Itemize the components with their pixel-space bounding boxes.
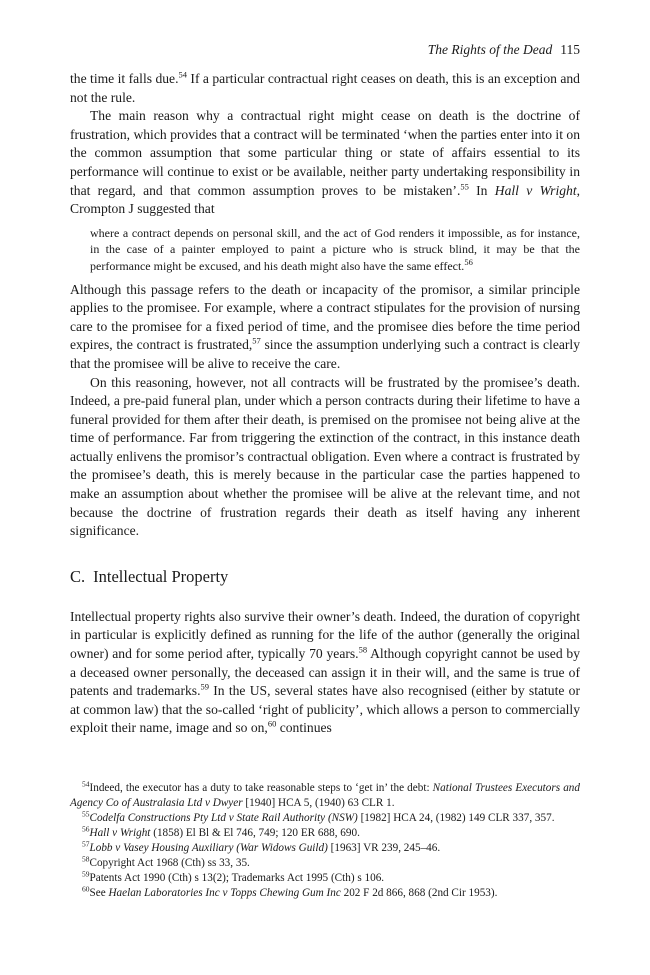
paragraph-5: Intellectual property rights also survive their owner’s death. Indeed, the duration of copyright in particular is explicitly defined as running for the life of the author (generally the original owner) and for some period after, typically 70 years.$^{58}$ Although copyright cannot be used by a deceased owner personally, the deceased can assign it in their will, and the same is true of patents and trademarks.$^{59}$ In the US, several states have also recognised (either by statute or at common law) that the so-called ‘right of publicity’, which allows a person to commercially exploit their name, image and so on,$^{60}$ continues bbox=[70, 608, 581, 736]
footnote-ref-58[interactable]: 58 bbox=[358, 644, 368, 655]
footnote-60: $^{60}$See Haelan Laboratories Inc v Topps Chewing Gum Inc 202 F 2d 866, 868 (2nd Cir 1953). bbox=[82, 884, 498, 899]
section-number: C. bbox=[70, 566, 86, 586]
paragraph-4: On this reasoning, however, not all contracts will be frustrated by the promisee’s death. Indeed, a pre-paid funeral plan, under which a person contracts during their lifetime to have a funeral provided for them after their death, is premised on the promisee not being alive at the time of performance. Far from triggering the extinction of the contract, in this instance death actually enlivens the promisor’s contractual obligation. Even where a contract is frustrated by the promisee’s death, this is merely because in the particular case the parties happened to make an assumption about whether the promisee will be alive at the relevant time, and not because the doctrine of frustration regards their death as itself having any inherent significance. bbox=[70, 374, 580, 539]
footnote-56: $^{56}$Hall v Wright (1858) El Bl & El 746, 749; 120 ER 688, 690. bbox=[82, 824, 360, 839]
footnote-58: $^{58}$Copyright Act 1968 (Cth) ss 33, 35. bbox=[82, 854, 250, 869]
page-number: 115 bbox=[560, 42, 580, 57]
footnote-ref-54[interactable]: 54 bbox=[178, 69, 187, 80]
running-header bbox=[428, 42, 580, 58]
running-title: The Rights of the Dead bbox=[427, 42, 553, 57]
paragraph-2: The main reason why a contractual right might cease on death is the doctrine of frustration, which provides that a contract will be terminated ‘when the parties enter into it on the common assumption that some particular thing or state of affairs essential to its performance will continue to exist or be available, neither party undertaking responsibility in that regard, and that common assumption proves to be mistaken’.$^{55}$ In Hall v Wright, Crompton J suggested that bbox=[70, 108, 580, 217]
footnote-ref-57[interactable]: 57 bbox=[252, 335, 261, 346]
paragraph-1: the time it falls due.$^{54}$ If a particular contractual right ceases on death, this is an exception and not the rule. bbox=[70, 69, 580, 105]
case-name: Hall v Wright bbox=[494, 182, 577, 198]
footnote-54: $^{54}$Indeed, the executor has a duty to take reasonable steps to ‘get in’ the debt: National Trustees Executors and Agency Co of Australasia Ltd v Dwyer [1940] HCA 5, (1940) 63 CLR 1. bbox=[70, 779, 580, 809]
section-title: Intellectual Property bbox=[93, 566, 229, 586]
paragraph-3: Although this passage refers to the death or incapacity of the promisor, a similar principle applies to the promisee. For example, where a contract stipulates for the provision of nursing care to the promisee for a fixed period of time, and the promisee dies before the time period expires, the contract is frustrated,$^{57}$ since the assumption underlying such a contract is clearly that the promisee will be alive to receive the care. bbox=[70, 281, 581, 371]
body-text bbox=[70, 70, 580, 738]
footnote-57: $^{57}$Lobb v Vasey Housing Auxiliary (War Widows Guild) [1963] VR 239, 245–46. bbox=[82, 839, 441, 854]
footnote-ref-55[interactable]: 55 bbox=[460, 181, 469, 192]
footnote-59: $^{59}$Patents Act 1990 (Cth) s 13(2); Trademarks Act 1995 (Cth) s 106. bbox=[82, 869, 385, 884]
footnotes bbox=[70, 781, 580, 901]
footnote-ref-59[interactable]: 59 bbox=[200, 681, 209, 692]
section-heading bbox=[70, 566, 580, 588]
block-quote: where a contract depends on personal skill, and the act of God renders it impossible, as for instance, in the case of a painter employed to paint a picture who is struck blind, it may be that the performance might be excused, and his death might also have the same effect.$^{56}$ bbox=[90, 225, 580, 273]
footnote-ref-60[interactable]: 60 bbox=[267, 718, 277, 729]
footnote-ref-56[interactable]: 56 bbox=[464, 256, 473, 267]
footnote-55: $^{55}$Codelfa Constructions Pty Ltd v State Rail Authority (NSW) [1982] HCA 24, (1982) 149 CLR 337, 357. bbox=[82, 809, 555, 824]
